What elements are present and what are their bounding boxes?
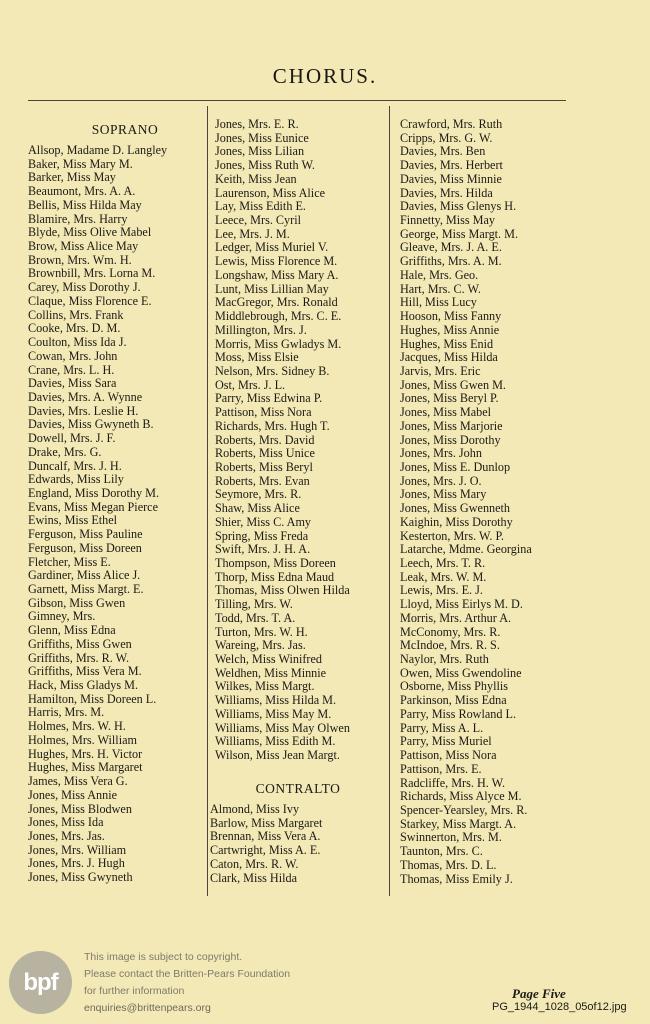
chorus-member-name: Starkey, Miss Margt. A. <box>400 817 517 831</box>
chorus-member-name: Drake, Mrs. G. <box>28 445 102 459</box>
chorus-member-name: Brownbill, Mrs. Lorna M. <box>28 267 156 281</box>
chorus-member-name: Owen, Miss Gwendoline <box>400 666 522 680</box>
chorus-member-name: Jarvis, Mrs. Eric <box>400 364 481 378</box>
chorus-member-name: Todd, Mrs. T. A. <box>215 611 296 625</box>
contact-email-link[interactable]: enquiries@brittenpears.org <box>84 1002 211 1014</box>
chorus-member-name: Hughes, Miss Enid <box>400 337 494 351</box>
chorus-member-name: Gleave, Mrs. J. A. E. <box>400 241 502 255</box>
chorus-member-name: Jones, Miss Lilian <box>215 145 305 159</box>
chorus-member-name: Leece, Mrs. Cyril <box>215 214 301 228</box>
chorus-member-name: Jones, Miss Eunice <box>215 131 309 145</box>
chorus-member-name: Griffiths, Mrs. A. M. <box>400 255 502 269</box>
chorus-member-name: Blyde, Miss Olive Mabel <box>28 226 152 240</box>
chorus-member-name: Tilling, Mrs. W. <box>215 598 293 612</box>
chorus-member-name: Harris, Mrs. M. <box>28 706 105 720</box>
chorus-member-name: Jones, Miss Blodwen <box>28 802 132 816</box>
chorus-member-name: Brennan, Miss Vera A. <box>210 830 321 844</box>
chorus-member-name: Lay, Miss Edith E. <box>215 200 306 214</box>
chorus-member-name: Millington, Mrs. J. <box>215 323 307 337</box>
chorus-member-name: Lloyd, Miss Eirlys M. D. <box>400 598 523 612</box>
copyright-line-1: This image is subject to copyright. <box>84 951 243 963</box>
chorus-member-name: Jones, Mrs. E. R. <box>215 118 299 131</box>
copyright-notice <box>84 949 290 1017</box>
chorus-member-name: Ferguson, Miss Doreen <box>28 541 142 555</box>
chorus-member-name: Jones, Mrs. J. O. <box>400 474 482 488</box>
chorus-member-name: McIndoe, Mrs. R. S. <box>400 639 500 653</box>
chorus-member-name: Morris, Miss Gwladys M. <box>215 337 342 351</box>
chorus-member-name: McConomy, Mrs. R. <box>400 625 501 639</box>
chorus-member-name: Griffiths, Miss Vera M. <box>28 665 142 679</box>
chorus-member-name: Ferguson, Miss Pauline <box>28 528 143 542</box>
chorus-member-name: Jones, Mrs. Jas. <box>28 829 105 843</box>
chorus-member-name: Shaw, Miss Alice <box>215 502 300 516</box>
chorus-member-name: Lewis, Miss Florence M. <box>215 255 338 269</box>
chorus-member-name: Gimney, Mrs. <box>28 610 96 624</box>
chorus-member-name: Lunt, Miss Lillian May <box>215 282 329 296</box>
chorus-member-name: Glenn, Miss Edna <box>28 624 116 638</box>
chorus-member-name: Jones, Mrs. John <box>400 447 482 461</box>
chorus-member-name: Jones, Miss Annie <box>28 788 118 802</box>
chorus-member-name: Jones, Miss Gwen M. <box>400 378 506 392</box>
chorus-member-name: Jacques, Miss Hilda <box>400 351 498 365</box>
chorus-member-name: Jones, Miss Marjorie <box>400 419 503 433</box>
chorus-member-name: Taunton, Mrs. C. <box>400 845 483 859</box>
chorus-member-name: Hughes, Miss Annie <box>400 323 500 337</box>
chorus-member-name: Pattison, Mrs. E. <box>400 762 482 776</box>
chorus-member-name: Carey, Miss Dorothy J. <box>28 281 141 295</box>
chorus-member-name: Hale, Mrs. Geo. <box>400 268 479 282</box>
chorus-member-name: Swinnerton, Mrs. M. <box>400 831 502 845</box>
chorus-member-name: Wareing, Mrs. Jas. <box>215 639 306 653</box>
chorus-member-name: Davies, Mrs. Hilda <box>400 186 493 200</box>
copyright-line-3: for further information <box>84 985 185 997</box>
chorus-member-name: Seymore, Mrs. R. <box>215 488 302 502</box>
chorus-member-name: Thomas, Miss Emily J. <box>400 872 513 886</box>
chorus-member-name: Kesterton, Mrs. W. P. <box>400 529 504 543</box>
chorus-member-name: Jones, Mrs. William <box>28 843 127 857</box>
chorus-member-name: Roberts, Miss Beryl <box>215 460 313 474</box>
chorus-member-name: Fletcher, Miss E. <box>28 555 111 569</box>
file-label: PG_1944_1028_05of12.jpg <box>492 1001 627 1013</box>
chorus-member-name: Caton, Mrs. R. W. <box>210 857 299 871</box>
chorus-member-name: Welch, Miss Winifred <box>215 653 322 667</box>
chorus-member-name: Jones, Miss Ruth W. <box>215 159 315 173</box>
copyright-line-2: Please contact the Britten-Pears Foundation <box>84 968 291 980</box>
column-divider-right <box>389 106 390 896</box>
chorus-member-name: Jones, Miss Mary <box>400 488 487 502</box>
chorus-member-name: Parry, Miss Muriel <box>400 735 492 749</box>
chorus-member-name: Jones, Miss Dorothy <box>400 433 501 447</box>
chorus-member-name: Williams, Miss Edith M. <box>215 735 336 749</box>
chorus-member-name: Davies, Miss Minnie <box>400 172 502 186</box>
chorus-member-name: Edwards, Miss Lily <box>28 473 124 487</box>
chorus-member-name: Duncalf, Mrs. J. H. <box>28 459 122 473</box>
column-divider-left <box>207 106 208 896</box>
chorus-member-name: Thompson, Miss Doreen <box>215 557 336 570</box>
chorus-member-name: Allsop, Madame D. Langley <box>28 144 168 157</box>
chorus-member-name: Leech, Mrs. T. R. <box>400 557 486 570</box>
chorus-member-name: Roberts, Miss Unice <box>215 447 315 461</box>
chorus-member-name: Richards, Miss Alyce M. <box>400 790 522 804</box>
chorus-member-name: Williams, Miss Hilda M. <box>215 694 337 708</box>
chorus-member-name: Morris, Mrs. Arthur A. <box>400 611 512 625</box>
chorus-member-name: Griffiths, Mrs. R. W. <box>28 651 130 665</box>
chorus-member-name: Ewins, Miss Ethel <box>28 514 118 528</box>
chorus-member-name: Jones, Miss Gwyneth <box>28 871 133 885</box>
chorus-member-name: Latarche, Mdme. Georgina <box>400 543 532 557</box>
chorus-member-name: Pattison, Miss Nora <box>400 749 497 763</box>
chorus-member-name: Hughes, Mrs. H. Victor <box>28 747 143 761</box>
chorus-member-name: Davies, Mrs. Ben <box>400 145 486 159</box>
chorus-member-name: Davies, Mrs. Herbert <box>400 159 503 173</box>
chorus-member-name: Finnetty, Miss May <box>400 214 496 228</box>
chorus-member-name: Moss, Miss Elsie <box>215 351 299 365</box>
chorus-member-name: Parry, Miss Edwina P. <box>215 392 323 406</box>
chorus-member-name: Ost, Mrs. J. L. <box>215 378 286 392</box>
chorus-member-name: Jones, Miss Beryl P. <box>400 392 499 406</box>
chorus-member-name: England, Miss Dorothy M. <box>28 486 160 500</box>
chorus-member-name: Pattison, Miss Nora <box>215 406 312 420</box>
chorus-member-name: Kaighin, Miss Dorothy <box>400 515 513 529</box>
chorus-member-name: Barker, Miss May <box>28 171 116 185</box>
chorus-member-name: Parkinson, Miss Edna <box>400 694 507 708</box>
chorus-member-name: Swift, Mrs. J. H. A. <box>215 543 311 557</box>
chorus-member-name: Shier, Miss C. Amy <box>215 515 312 529</box>
chorus-member-name: Davies, Miss Glenys H. <box>400 200 517 214</box>
page-title: CHORUS. <box>272 64 378 88</box>
chorus-member-name: Spencer-Yearsley, Mrs. R. <box>400 803 528 817</box>
chorus-member-name: Roberts, Mrs. Evan <box>215 474 310 488</box>
chorus-member-name: Jones, Miss Ida <box>28 816 104 830</box>
contralto-heading: CONTRALTO <box>255 781 341 796</box>
chorus-member-name: Osborne, Miss Phyllis <box>400 680 509 694</box>
chorus-member-name: Gardiner, Miss Alice J. <box>28 569 141 583</box>
chorus-member-name: Cowan, Mrs. John <box>28 349 118 363</box>
chorus-member-name: Leak, Mrs. W. M. <box>400 570 487 584</box>
chorus-member-name: Collins, Mrs. Frank <box>28 308 124 322</box>
chorus-member-name: Holmes, Mrs. W. H. <box>28 720 126 734</box>
chorus-member-name: Evans, Miss Megan Pierce <box>28 500 158 514</box>
chorus-member-name: Nelson, Mrs. Sidney B. <box>215 364 330 378</box>
chorus-member-name: Barlow, Miss Margaret <box>210 816 323 830</box>
chorus-member-name: Middlebrough, Mrs. C. E. <box>215 310 342 324</box>
chorus-member-name: Cartwright, Miss A. E. <box>210 844 321 858</box>
name-list <box>210 803 386 885</box>
chorus-member-name: Blamire, Mrs. Harry <box>28 212 128 226</box>
contralto-column-3 <box>400 118 570 886</box>
chorus-member-name: Dowell, Mrs. J. F. <box>28 432 116 446</box>
chorus-member-name: James, Miss Vera G. <box>28 775 128 789</box>
chorus-member-name: Hamilton, Miss Doreen L. <box>28 692 157 706</box>
chorus-member-name: Coulton, Miss Ida J. <box>28 336 127 350</box>
contralto-section <box>210 779 386 885</box>
chorus-member-name: Laurenson, Miss Alice <box>215 186 326 200</box>
chorus-member-name: Parry, Miss Rowland L. <box>400 707 517 721</box>
soprano-heading: SOPRANO <box>91 122 159 137</box>
chorus-member-name: Holmes, Mrs. William <box>28 733 137 747</box>
chorus-member-name: MacGregor, Mrs. Ronald <box>215 296 338 310</box>
chorus-member-name: Hart, Mrs. C. W. <box>400 282 481 296</box>
chorus-member-name: Jones, Mrs. J. Hugh <box>28 857 125 871</box>
header-rule <box>28 100 566 101</box>
chorus-member-name: Cripps, Mrs. G. W. <box>400 131 493 145</box>
chorus-member-name: Wilkes, Miss Margt. <box>215 680 315 694</box>
chorus-member-name: Keith, Miss Jean <box>215 172 297 186</box>
bpf-logo: bpf <box>9 951 72 1014</box>
name-list <box>400 118 570 886</box>
chorus-member-name: Cooke, Mrs. D. M. <box>28 322 121 336</box>
chorus-member-name: Crawford, Mrs. Ruth <box>400 118 503 131</box>
name-list <box>28 144 204 885</box>
chorus-member-name: Parry, Miss A. L. <box>400 721 484 735</box>
chorus-member-name: Hack, Miss Gladys M. <box>28 679 139 693</box>
chorus-member-name: Claque, Miss Florence E. <box>28 294 152 308</box>
chorus-member-name: Hill, Miss Lucy <box>400 296 477 310</box>
chorus-member-name: Thorp, Miss Edna Maud <box>215 570 335 584</box>
chorus-member-name: Hughes, Miss Margaret <box>28 761 143 775</box>
chorus-member-name: Lewis, Mrs. E. J. <box>400 584 483 598</box>
chorus-member-name: Jones, Miss Gwenneth <box>400 502 511 516</box>
chorus-member-name: Davies, Mrs. Leslie H. <box>28 404 139 418</box>
chorus-member-name: Davies, Miss Gwyneth B. <box>28 418 154 432</box>
chorus-member-name: Bellis, Miss Hilda May <box>28 198 142 212</box>
chorus-member-name: Gibson, Miss Gwen <box>28 596 126 610</box>
chorus-member-name: Spring, Miss Freda <box>215 529 309 543</box>
chorus-member-name: Williams, Miss May M. <box>215 707 332 721</box>
chorus-member-name: Longshaw, Miss Mary A. <box>215 268 339 282</box>
chorus-member-name: Griffiths, Miss Gwen <box>28 637 132 651</box>
chorus-member-name: Naylor, Mrs. Ruth <box>400 653 489 667</box>
chorus-member-name: Roberts, Mrs. David <box>215 433 315 447</box>
chorus-member-name: Weldhen, Miss Minnie <box>215 666 327 680</box>
soprano-column-2 <box>215 118 387 763</box>
chorus-member-name: Turton, Mrs. W. H. <box>215 625 308 639</box>
chorus-member-name: Williams, Miss May Olwen <box>215 721 350 735</box>
chorus-member-name: Thomas, Mrs. D. L. <box>400 858 497 872</box>
chorus-member-name: Ledger, Miss Muriel V. <box>215 241 329 255</box>
chorus-member-name: Jones, Miss E. Dunlop <box>400 460 511 474</box>
chorus-member-name: Clark, Miss Hilda <box>210 871 298 885</box>
chorus-member-name: Davies, Miss Sara <box>28 377 117 391</box>
chorus-member-name: George, Miss Margt. M. <box>400 227 519 241</box>
chorus-member-name: Almond, Miss Ivy <box>210 803 300 816</box>
chorus-member-name: Davies, Mrs. A. Wynne <box>28 390 143 404</box>
chorus-member-name: Jones, Miss Mabel <box>400 406 492 420</box>
name-list <box>215 118 387 763</box>
chorus-member-name: Radcliffe, Mrs. H. W. <box>400 776 506 790</box>
chorus-member-name: Hooson, Miss Fanny <box>400 310 502 324</box>
chorus-member-name: Crane, Mrs. L. H. <box>28 363 115 377</box>
chorus-member-name: Brown, Mrs. Wm. H. <box>28 253 132 267</box>
chorus-member-name: Brow, Miss Alice May <box>28 240 139 254</box>
chorus-member-name: Richards, Mrs. Hugh T. <box>215 419 330 433</box>
chorus-member-name: Beaumont, Mrs. A. A. <box>28 185 136 199</box>
chorus-member-name: Thomas, Miss Olwen Hilda <box>215 584 350 598</box>
chorus-member-name: Lee, Mrs. J. M. <box>215 227 290 241</box>
chorus-member-name: Wilson, Miss Jean Margt. <box>215 749 340 763</box>
chorus-member-name: Garnett, Miss Margt. E. <box>28 583 144 596</box>
soprano-column-1 <box>28 118 204 885</box>
chorus-member-name: Baker, Miss Mary M. <box>28 157 133 171</box>
page-number: Page Five <box>512 986 566 1001</box>
